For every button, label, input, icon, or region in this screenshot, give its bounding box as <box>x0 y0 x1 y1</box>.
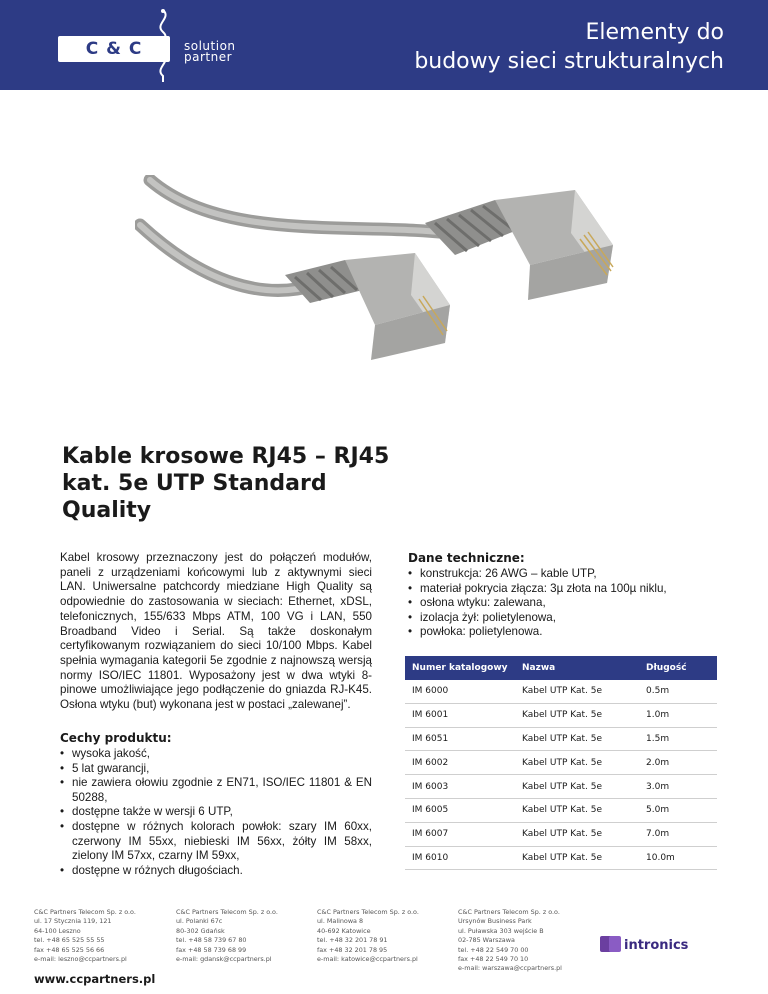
office-phone: tel. +48 65 525 55 55 <box>34 936 105 945</box>
table-row <box>405 751 717 775</box>
features-item: • nie zawiera ołowiu zgodnie z EN71, ISO/IEC 11801 & EN 50288, <box>60 776 372 805</box>
logo-spiral-icon <box>150 8 176 84</box>
specs-item: • izolacja żył: polietylenowa, <box>408 611 728 626</box>
office-address: ul. Malinowa 8 <box>317 917 364 926</box>
page-header <box>0 0 768 90</box>
office-address: ul. 17 Stycznia 119, 121 <box>34 917 112 926</box>
rj45-plug-right <box>425 190 613 300</box>
header-title <box>414 18 724 76</box>
cell-name: Kabel UTP Kat. 5e <box>522 805 603 816</box>
office-city: 64-100 Leszno <box>34 926 81 935</box>
office-gdansk <box>176 908 278 964</box>
cell-catalog-number: IM 6000 <box>412 686 449 697</box>
office-city: 02-785 Warszawa <box>458 936 515 945</box>
table-row <box>405 775 717 799</box>
cell-catalog-number: IM 6051 <box>412 733 449 744</box>
header-title-line2: budowy sieci strukturalnych <box>414 49 724 74</box>
cell-name: Kabel UTP Kat. 5e <box>522 781 603 792</box>
office-company: C&C Partners Telecom Sp. z o.o. <box>317 908 419 916</box>
specs-list <box>408 567 728 640</box>
specs-item: • powłoka: polietylenowa. <box>408 625 728 640</box>
office-email: e-mail: gdansk@ccpartners.pl <box>176 955 272 964</box>
specs-section <box>408 551 728 640</box>
office-city: 40-692 Katowice <box>317 926 371 935</box>
specs-item: • osłona wtyku: zalewana, <box>408 596 728 611</box>
logo-subtitle <box>184 41 236 63</box>
office-fax: fax +48 65 525 56 66 <box>34 945 105 954</box>
column-header-catalog-number: Numer katalogowy <box>412 663 508 673</box>
cell-catalog-number: IM 6003 <box>412 781 449 792</box>
office-katowice <box>317 908 419 964</box>
table-row <box>405 823 717 847</box>
office-phone: tel. +48 22 549 70 00 <box>458 945 529 954</box>
features-heading: Cechy produktu: <box>60 731 172 745</box>
office-fax: fax +48 32 201 78 95 <box>317 945 388 954</box>
cell-name: Kabel UTP Kat. 5e <box>522 829 603 840</box>
column-header-name: Nazwa <box>522 663 556 673</box>
cell-length: 1.0m <box>646 710 670 721</box>
catalog-table <box>405 656 717 870</box>
cell-name: Kabel UTP Kat. 5e <box>522 852 603 863</box>
table-row <box>405 680 717 704</box>
table-header <box>405 656 717 680</box>
header-title-line1: Elementy do <box>585 20 724 45</box>
table-row <box>405 799 717 823</box>
column-header-length: Długość <box>646 663 687 673</box>
office-fax: fax +48 58 739 68 99 <box>176 945 247 954</box>
cell-length: 1.5m <box>646 733 670 744</box>
table-row <box>405 728 717 752</box>
table-row <box>405 847 717 871</box>
office-address: ul. Polanki 67c <box>176 917 223 926</box>
cell-catalog-number: IM 6010 <box>412 852 449 863</box>
rj45-plug-left <box>285 253 450 360</box>
website-link[interactable]: www.ccpartners.pl <box>34 972 156 986</box>
cell-catalog-number: IM 6001 <box>412 710 449 721</box>
office-phone: tel. +48 58 739 67 80 <box>176 936 247 945</box>
product-title: Kable krosowe RJ45 – RJ45 kat. 5e UTP Standard Quality <box>62 444 390 523</box>
features-item: • 5 lat gwarancji, <box>60 762 372 777</box>
partner-logo-text: intronics <box>624 938 689 953</box>
logo-text: C & C <box>85 39 143 59</box>
office-leszno <box>34 908 136 964</box>
office-warszawa <box>458 908 562 974</box>
features-item: • dostępne w różnych długościach. <box>60 864 372 879</box>
office-email: e-mail: leszno@ccpartners.pl <box>34 955 127 964</box>
cell-length: 7.0m <box>646 829 670 840</box>
product-description: Kabel krosowy przeznaczony jest do połączeń modułów, paneli z urządzeniami końcowymi lub z aktywnymi sieci LAN. Uniwersalne patchcordy miedziane High Quality są odpowiednie do zastosowania w sieciach: Ethernet, xDSL, telefonicznych, 155/633 Mbps ATM, 100 VG i LAN, 550 Broadband Video i Serial. Są także doskonałym certyfikowanym rozwiązaniem do sieci 10/100 Mbps. Kabel spełnia wymagania kategorii 5e zgodnie z najnowszą wersją normy ISO/IEC 11801. Wyposażony jest w dwa wtyki 8-pinowe umożliwiające jego podłączenie do gniazda RJ-K45. Osłona wtyku (but) wykonana jest w postaci „zalewanej”. <box>60 551 372 712</box>
features-item: • dostępne także w wersji 6 UTP, <box>60 805 372 820</box>
office-city: 80-302 Gdańsk <box>176 926 225 935</box>
cell-name: Kabel UTP Kat. 5e <box>522 710 603 721</box>
specs-item: • konstrukcja: 26 AWG – kable UTP, <box>408 567 728 582</box>
office-company: C&C Partners Telecom Sp. z o.o. <box>458 908 560 916</box>
office-address: Ursynów Business Park <box>458 917 532 926</box>
cell-name: Kabel UTP Kat. 5e <box>522 686 603 697</box>
cell-name: Kabel UTP Kat. 5e <box>522 733 603 744</box>
cell-length: 3.0m <box>646 781 670 792</box>
office-street: ul. Puławska 303 wejście B <box>458 926 544 935</box>
logo-subtitle-line1: solution <box>184 39 236 53</box>
logo-subtitle-line2: partner <box>184 50 233 64</box>
specs-heading: Dane techniczne: <box>408 551 525 565</box>
specs-item: • materiał pokrycia złącza: 3µ złota na 100µ niklu, <box>408 582 728 597</box>
cell-length: 2.0m <box>646 757 670 768</box>
cell-length: 10.0m <box>646 852 675 863</box>
intronics-logo <box>600 934 718 954</box>
features-section <box>60 731 372 878</box>
office-fax: fax +48 22 549 70 10 <box>458 955 529 964</box>
office-company: C&C Partners Telecom Sp. z o.o. <box>34 908 136 916</box>
features-item: • wysoka jakość, <box>60 747 372 762</box>
features-item: • dostępne w różnych kolorach powłok: szary IM 60xx, czerwony IM 55xx, niebieski IM 56xx, żółty IM 58xx, zielony IM 57xx, czarny IM 59xx, <box>60 820 372 864</box>
cell-length: 0.5m <box>646 686 670 697</box>
cell-catalog-number: IM 6002 <box>412 757 449 768</box>
features-list <box>60 747 372 878</box>
office-phone: tel. +48 32 201 78 91 <box>317 936 388 945</box>
cell-catalog-number: IM 6005 <box>412 805 449 816</box>
product-photo <box>135 175 655 415</box>
table-row <box>405 704 717 728</box>
cell-name: Kabel UTP Kat. 5e <box>522 757 603 768</box>
cell-length: 5.0m <box>646 805 670 816</box>
cell-catalog-number: IM 6007 <box>412 829 449 840</box>
office-email: e-mail: warszawa@ccpartners.pl <box>458 964 562 973</box>
office-company: C&C Partners Telecom Sp. z o.o. <box>176 908 278 916</box>
office-email: e-mail: katowice@ccpartners.pl <box>317 955 418 964</box>
